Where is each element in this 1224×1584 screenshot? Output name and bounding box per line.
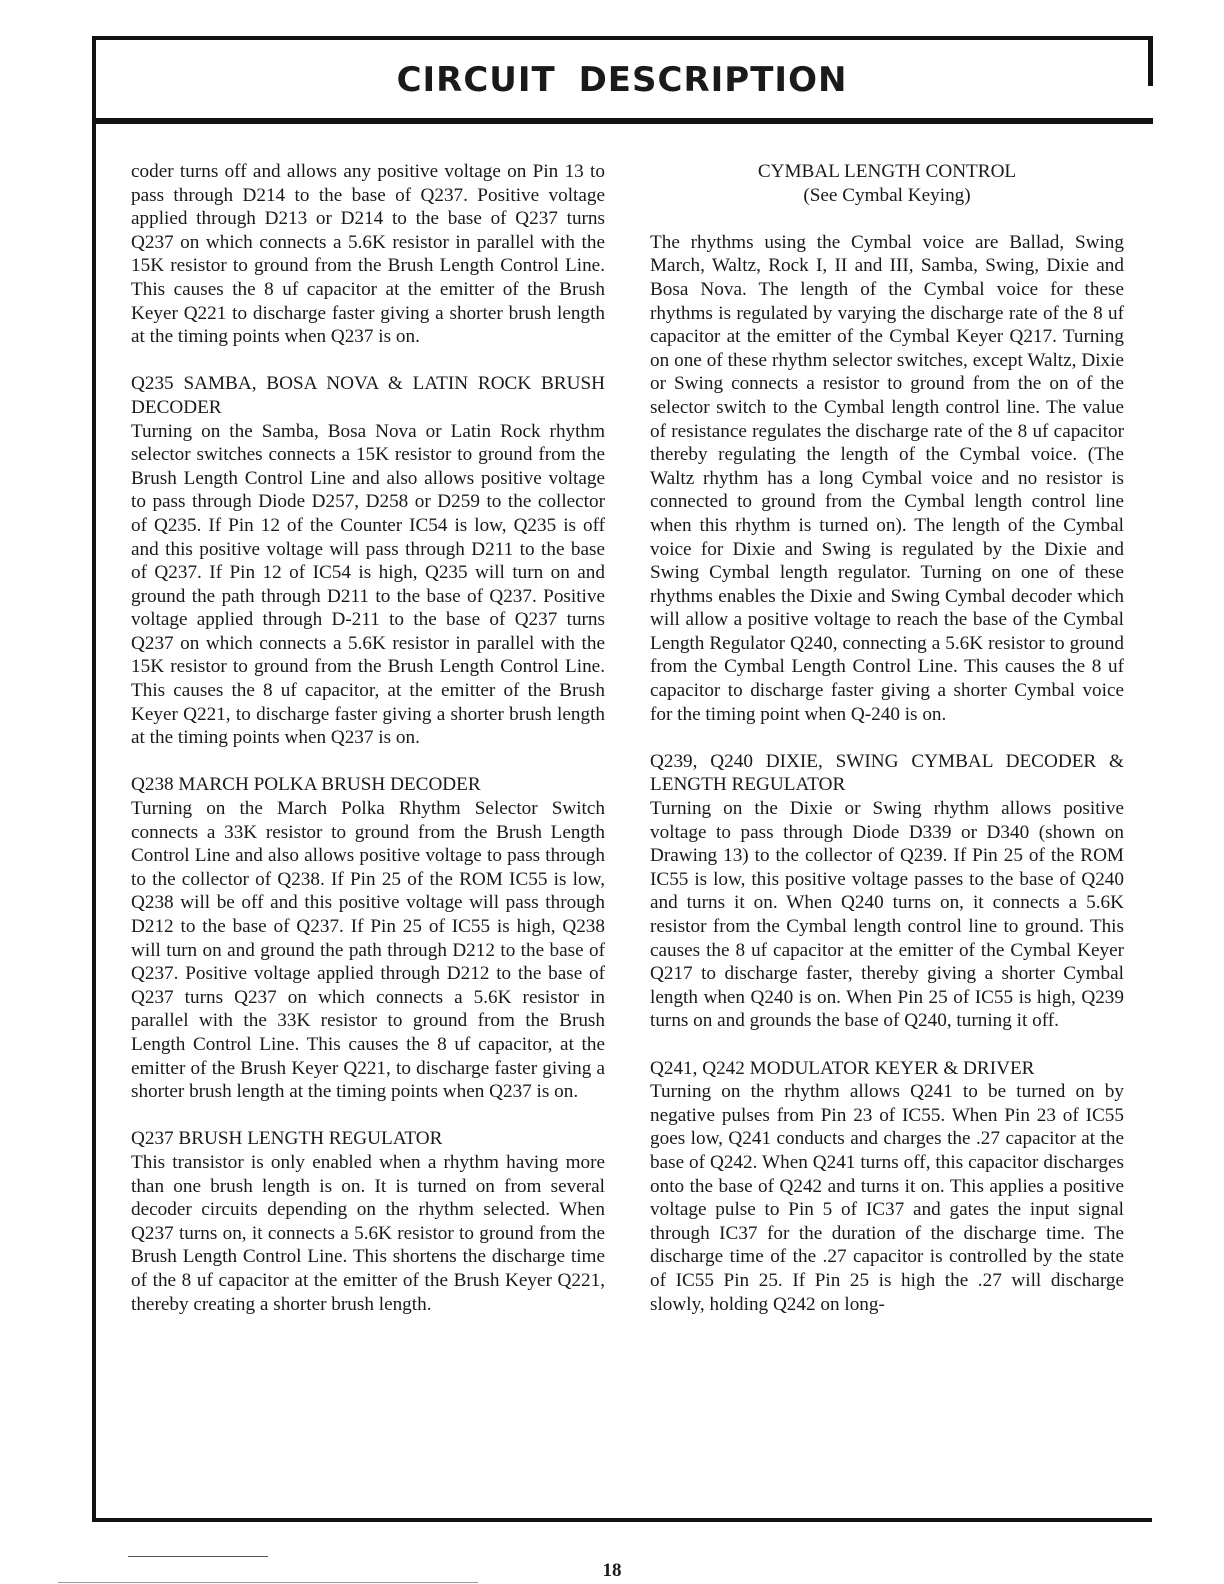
section-body: Turning on the Dixie or Swing rhythm allows positive voltage to pass through Diode D339 or D340 (shown on Drawing 13) to the collector of Q239. If Pin 25 of the ROM IC55 is low, this positive voltage passes to the base of Q240 and turns it on. When Q240 turns on, it connects a 5.6K resistor from the Cymbal length control line to ground. This causes the 8 uf capacitor at the emitter of the Cymbal Keyer Q217 to discharge faster, thereby giving a shorter Cymbal length when Q240 is on. When Pin 25 of IC55 is high, Q239 turns on and grounds the base of Q240, turning it off. xyxy=(650,798,1124,1032)
section-body: Turning on the rhythm allows Q241 to be turned on by negative pulses from Pin 23 of IC55. When Pin 23 of IC55 goes low, Q241 conducts and charges the .27 capacitor at the base of Q242. When Q241 turns off, this capacitor discharges onto the base of Q242 and turns it on. This applies a positive voltage pulse to Pin 5 of IC37 and gates the input signal through IC37 for the duration of the discharge time. The discharge time of the .27 capacitor is controlled by the state of IC55 Pin 25. If Pin 25 is high the .27 will discharge slowly, holding Q242 on long- xyxy=(650,1081,1124,1315)
right-intro-paragraph: The rhythms using the Cymbal voice are Ballad, Swing March, Waltz, Rock I, II and III, Samba, Swing, Dixie and Bosa Nova. The length of the Cymbal voice for these rhythms is regulated by varying the discharge rate of the 8 uf capacitor at the emitter of the Cymbal Keyer Q217. Turning on one of these rhythm selector switches, except Waltz, Dixie or Swing connects a resistor to ground from the on of the selector switch to the Cymbal length control line. The value of resistance regulates the discharge rate of the 8 uf capacitor thereby regulating the length of the Cymbal voice. (The Waltz rhythm has a long Cymbal voice and no resistor is connected to ground from the Cymbal length control line when this rhythm is turned on). The length of the Cymbal voice for Dixie and Swing is regulated by the Dixie and Swing Cymbal length regulator. Turning on one of these rhythms enables the Dixie and Swing Cymbal decoder which will allow a positive voltage to reach the base of the Cymbal Length Regulator Q240, connecting a 5.6K resistor to ground from the Cymbal Length Control Line. This causes the 8 uf capacitor to discharge faster giving a shorter Cymbal voice for the timing point when Q-240 is on. xyxy=(650,231,1124,725)
section-heading: Q238 MARCH POLKA BRUSH DECODER xyxy=(131,774,481,796)
scan-line xyxy=(58,1582,478,1583)
page-number: 18 xyxy=(602,1560,622,1581)
section-heading: Q239, Q240 DIXIE, SWING CYMBAL DECODER & LENGTH REGULATOR xyxy=(650,750,1124,796)
section-body: This transistor is only enabled when a rhythm having more than one brush length is on. It is turned on from several decoder circuits depending on the rhythm selected. When Q237 turns on, it connects a 5.6K resistor to ground from the Brush Length Control Line. This shortens the discharge time of the 8 uf capacitor at the emitter of the Brush Keyer Q221, thereby creating a shorter brush length. xyxy=(131,1151,605,1315)
cymbal-length-heading: CYMBAL LENGTH CONTROL xyxy=(757,161,1017,182)
title-rule xyxy=(92,118,1153,124)
section-heading: Q241, Q242 MODULATOR KEYER & DRIVER xyxy=(650,1057,1035,1079)
cymbal-length-subheading: (See Cymbal Keying) xyxy=(803,184,971,206)
page-title: CIRCUIT DESCRIPTION xyxy=(396,60,848,100)
left-column xyxy=(131,160,605,1340)
scan-mark xyxy=(128,1556,268,1557)
section-body: Turning on the March Polka Rhythm Selector Switch connects a 33K resistor to ground from the Brush Length Control Line and also allows positive voltage to pass through to the collector of Q238. If Pin 25 of the ROM IC55 is low, Q238 will be off and this positive voltage will pass through D212 to the base of Q237. If Pin 25 of IC55 is high, Q238 will turn on and ground the path through D212 to the base of Q237. Positive voltage applied through D212 to the base of Q237 turns Q237 on which connects a 5.6K resistor in parallel with the 33K resistor to ground from the Brush Length Control Line. This causes the 8 uf capacitor, at the emitter of the Brush Keyer Q221, to discharge faster giving a shorter brush length at the timing points when Q237 is on. xyxy=(131,798,605,1103)
section-heading: Q235 SAMBA, BOSA NOVA & LATIN ROCK BRUSH DECODER xyxy=(131,373,605,418)
right-column xyxy=(650,160,1124,1340)
section-heading: Q237 BRUSH LENGTH REGULATOR xyxy=(131,1128,443,1150)
left-intro-paragraph: coder turns off and allows any positive voltage on Pin 13 to pass through D214 to the base of Q237. Positive voltage applied through D213 or D214 to the base of Q237 turns Q237 on which connects a 5.6K resistor in parallel with the 15K resistor to ground from the Brush Length Control Line. This causes the 8 uf capacitor at the emitter of the Brush Keyer Q221 to discharge faster giving a shorter brush length at the timing points when Q237 is on. xyxy=(131,161,605,348)
section-body: Turning on the Samba, Bosa Nova or Latin Rock rhythm selector switches connects a 15K resistor to ground from the Brush Length Control Line and also allows positive voltage to pass through Diode D257, D258 or D259 to the collector of Q235. If Pin 12 of the Counter IC54 is low, Q235 is off and this positive voltage will pass through D211 to the base of Q237. If Pin 12 of IC54 is high, Q235 will turn on and ground the path through D211 to the base of Q237. Positive voltage applied through D-211 to the base of Q237 turns Q237 on which connects a 5.6K resistor in parallel with the 15K resistor to ground from the Brush Length Control Line. This causes the 8 uf capacitor, at the emitter of the Brush Keyer Q221, to discharge faster giving a shorter brush length at the timing points when Q237 is on. xyxy=(131,420,605,749)
spacer xyxy=(650,207,1124,231)
